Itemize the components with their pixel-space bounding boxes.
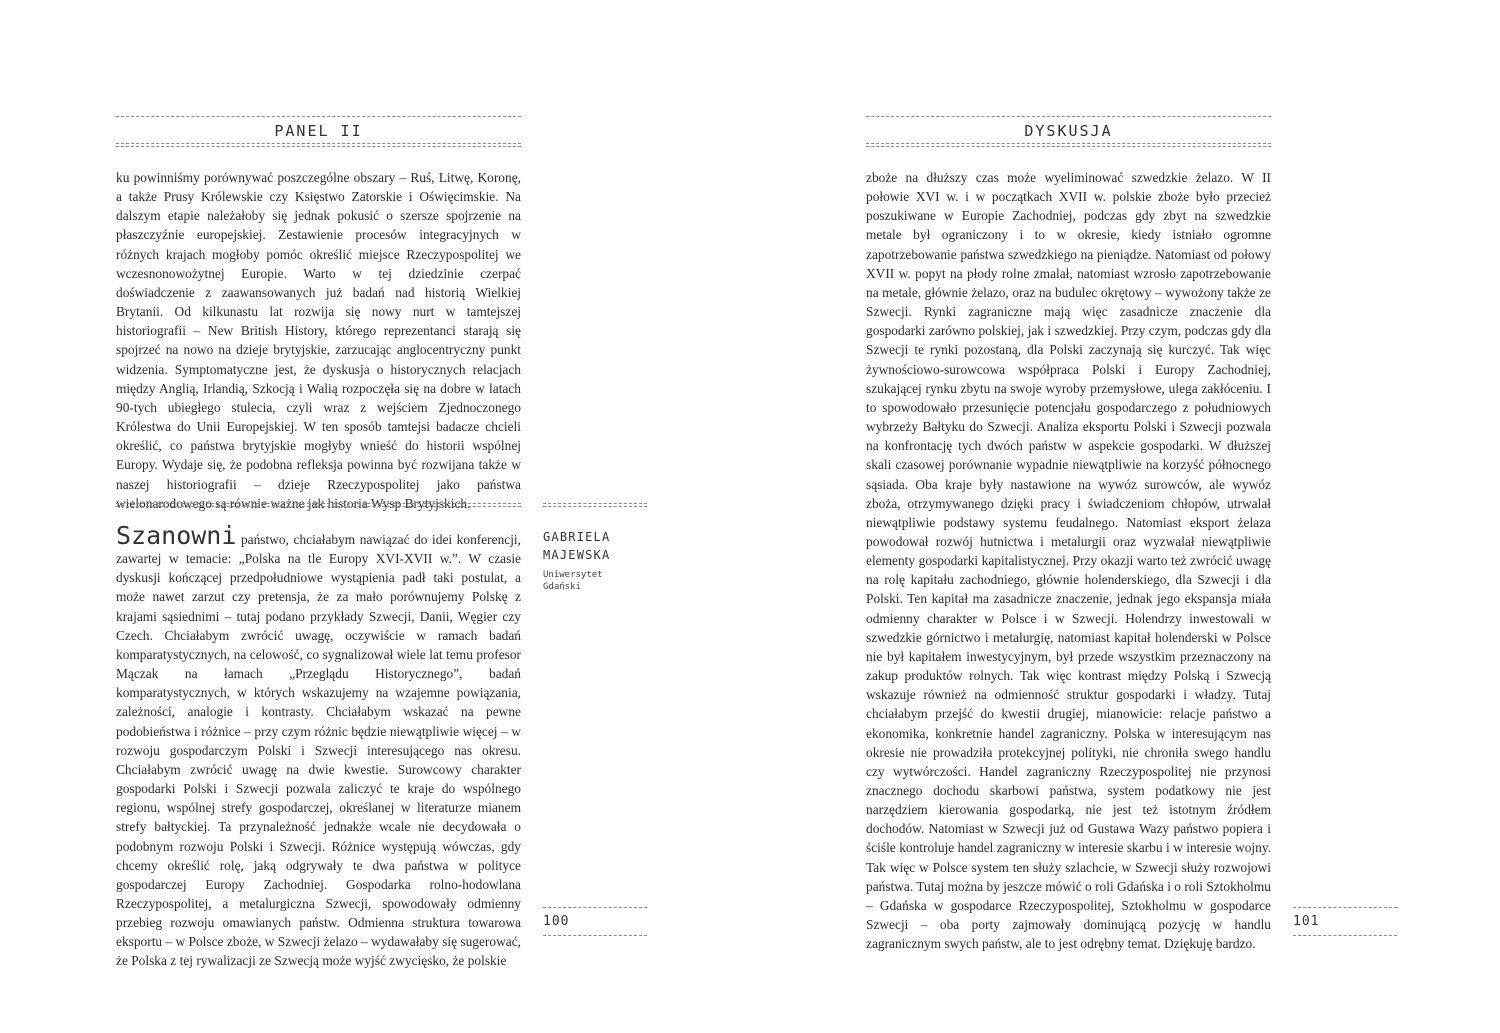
author-first-name: GABRIELA — [543, 530, 611, 544]
discussion-paragraph: zboże na dłuższy czas może wyeliminować szwedzkie żelazo. W II połowie XVI w. i w początkach XVII w. polskie zboże było przecież poszukiwane w Europie Zachodniej, podczas gdy zbyt na szwedzkie metale był ograniczony i to w okresie, kiedy istniało ogromne zapotrzebowanie państwa szwedzkiego na pieniądze. Natomiast od połowy XVII w. popyt na płody rolne zmalał, natomiast wzrosło zapotrzebowanie na metale, głównie żelazo, oraz na budulec okrętowy – wywożony także ze Szwecji. Rynki zagraniczne mają więc zasadnicze znaczenie dla gospodarki zarówno polskiej, jak i szwedzkiej. Przy czym, podczas gdy dla Szwecji te rynki pozostaną, dla Polski zaczynają się kurczyć. Tak więc żywnościowo-surowcowa współpraca Polski i Europy Zachodniej, szukającej rynku zbytu na swoje wyroby przemysłowe, ulega zakłóceniu. I to spowodowało przesunięcie potencjału gospodarczego z południowych wybrzeży Bałtyku do Szwecji. Analiza eksportu Polski i Szwecji pozwala na konfrontację tych dwóch państw w aspekcie gospodarki. W dłuższej skali czasowej porównanie wypadnie niewątpliwie na korzyść północnego sąsiada. Oba kraje były nastawione na wywóz surowców, ale wywóz zboża, otrzymywanego dzięki pracy i świadczeniom chłopów, utrwalał niewątpliwie podstawy systemu feudalnego. Natomiast eksport żelaza powodował rozwój hutnictwa i metalurgii oraz wyzwalał niewątpliwie elementy gospodarki kapitalistycznej. Przy okazji warto też zwrócić uwagę na rolę kapitału zachodniego, głównie holenderskiego, dla Szwecji i dla Polski. Ten kapitał ma zasadnicze znaczenie, jednak jego ekspansja miała odmienny charakter w Polsce i w Szwecji. Holendrzy inwestowali w szwedzkie górnictwo i metalurgię, natomiast kapitał holenderski w Polsce nie był kapitałem inwestycyjnym, był przede wszystkim przeznaczony na zakup produktów rolnych. Tak więc kontrast między Polską i Szwecją wskazuje również na odmienność struktur gospodarki i władzy. Tutaj chciałabym przejść do kwestii drugiej, mianowicie: relacje państwo a ekonomika, konkretnie handel zagraniczny. Polska w interesującym nas okresie nie prowadziła protekcyjnej polityki, nie chroniła swego handlu czy wytwórczości. Handel zagraniczny Rzeczypospolitej nie przynosi znacznego dochodu skarbowi państwa, system podatkowy nie jest narzędziem kierowania gospodarką, nie jest też istotnym źródłem dochodów. Natomiast w Szwecji już od Gustawa Wazy państwo popiera i ściśle kontroluje handel zagraniczny w interesie skarbu i w interesie wojny. Tak więc w Polsce system ten służy szlachcie, w Szwecji służy rozwojowi państwa. Tutaj można by jeszcze mówić o roli Gdańska i o roli Sztokholmu – Gdańska w gospodarce Rzeczypospolitej, Sztokholmu w gospodarce Szwecji – oba porty zajmowały dominującą pozycję w handlu zagranicznym swych państw, ale to jest odrębny temat. Dziękuję bardzo. — [866, 170, 1272, 952]
page-number: 100 — [543, 914, 570, 929]
speech-paragraph — [116, 521, 521, 971]
header-top-rule — [866, 116, 1271, 117]
folio-top-rule — [1293, 907, 1397, 908]
intro-paragraph: ku powinniśmy porównywać poszczególne obszary – Ruś, Litwę, Koronę, a także Prusy Królewskie czy Księstwo Zatorskie i Oświęcimskie. Na dalszym etapie należałoby się jednak pokusić o szersze spojrzenie na płaszczyźnie europejskiej. Zestawienie procesów integracyjnych w różnych krajach mogłoby pomóc określić miejsce Rzeczypospolitej we wczesnonowożytnej Europie. Warto w tej dziedzinie czerpać doświadczenie z zaawansowanych już badań nad historią Wielkiej Brytanii. Od kilkunastu lat rozwija się nowy nurt w tamtejszej historiografii – New British History, którego reprezentanci starają się spojrzeć na nowo na dzieje brytyjskie, zarzucając anglocentryczny punkt widzenia. Symptomatyczne jest, że dyskusja o historycznych relacjach między Anglią, Irlandią, Szkocją i Walią rozpoczęła się na dobre w latach 90-tych ubiegłego stulecia, czyli wraz z wejściem Zjednoczonego Królestwa do Unii Europejskiej. W ten sposób tamtejsi badacze chcieli określić, co państwa brytyjskie mogłyby wnieść do historii wspólnej Europy. Wydaje się, że podobna refleksja powinna być rozwijana także w naszej historiografii – dzieje Rzeczypospolitej jako państwa wielonarodowego są równie ważne jak historia Wysp Brytyjskich. — [116, 170, 521, 511]
section-title: PANEL II — [274, 122, 363, 140]
header-bottom-rule — [866, 143, 1271, 147]
author-rule — [543, 503, 647, 507]
section-title: DYSKUSJA — [1024, 122, 1113, 140]
page-number: 101 — [1293, 914, 1320, 929]
speech-text: państwo, chciałabym nawiązać do idei konferencji, zawartej w temacie: „Polska na tle Europy XVI-XVII w.”. W czasie dyskusji kończącej przedpołudniowe wystąpienia padł taki postulat, a może nawet zarzut czy pretensja, że za mało porównujemy Polskę z krajami sąsiednimi – tutaj podano przykłady Szwecji, Danii, Węgier czy Czech. Chciałabym zwrócić uwagę, oczywiście w ramach badań komparatystycznych, na celowość, co sygnalizował wiele lat temu profesor Mączak na łamach „Przeglądu Historycznego”, badań komparatystycznych, w których wskazujemy na wzajemne powiązania, zależności, analogie i kontrasty. Chciałabym wskazać na pewne podobieństwa i różnice – przy czym różnic będzie niewątpliwie więcej – w rozwoju gospodarczym Polski i Szwecji interesującego nas okresu. Chciałabym zwrócić uwagę na dwie kwestie. Surowcowy charakter gospodarki Polski i Szwecji pozwala zaliczyć te kraje do wspólnego regionu, wspólnej strefy gospodarczej, określanej w literaturze mianem strefy bałtyckiej. Ta przynależność jednakże wcale nie decydowała o podobnym rozwoju Polski i Szwecji. Różnice występują wówczas, gdy chcemy określić rolę, jaką odgrywały te dwa państwa w polityce gospodarczej Europy Zachodniej. Gospodarka rolno-hodowlana Rzeczypospolitej, a metalurgiczna Szwecji, spowodowały odmienny przebieg rozwoju omawianych państw. Odmienna struktura towarowa eksportu – w Polsce zboże, w Szwecji żelazo – wydawałaby się sugerować, że Polska z tej rywalizacji ze Szwecją może wyjść zwycięsko, że polskie — [116, 532, 521, 969]
header-bottom-rule — [116, 143, 521, 147]
folio-bottom-rule — [1293, 935, 1397, 936]
right-page — [750, 0, 1500, 1033]
affiliation-line1: Uniwersytet — [543, 570, 603, 580]
speaker-rule — [116, 503, 521, 507]
header-top-rule — [116, 116, 521, 117]
speech-lead-word: Szanowni — [116, 521, 237, 550]
folio-top-rule — [543, 907, 647, 908]
author-last-name: MAJEWSKA — [543, 548, 611, 562]
affiliation-line2: Gdański — [543, 582, 581, 592]
folio-bottom-rule — [543, 935, 647, 936]
